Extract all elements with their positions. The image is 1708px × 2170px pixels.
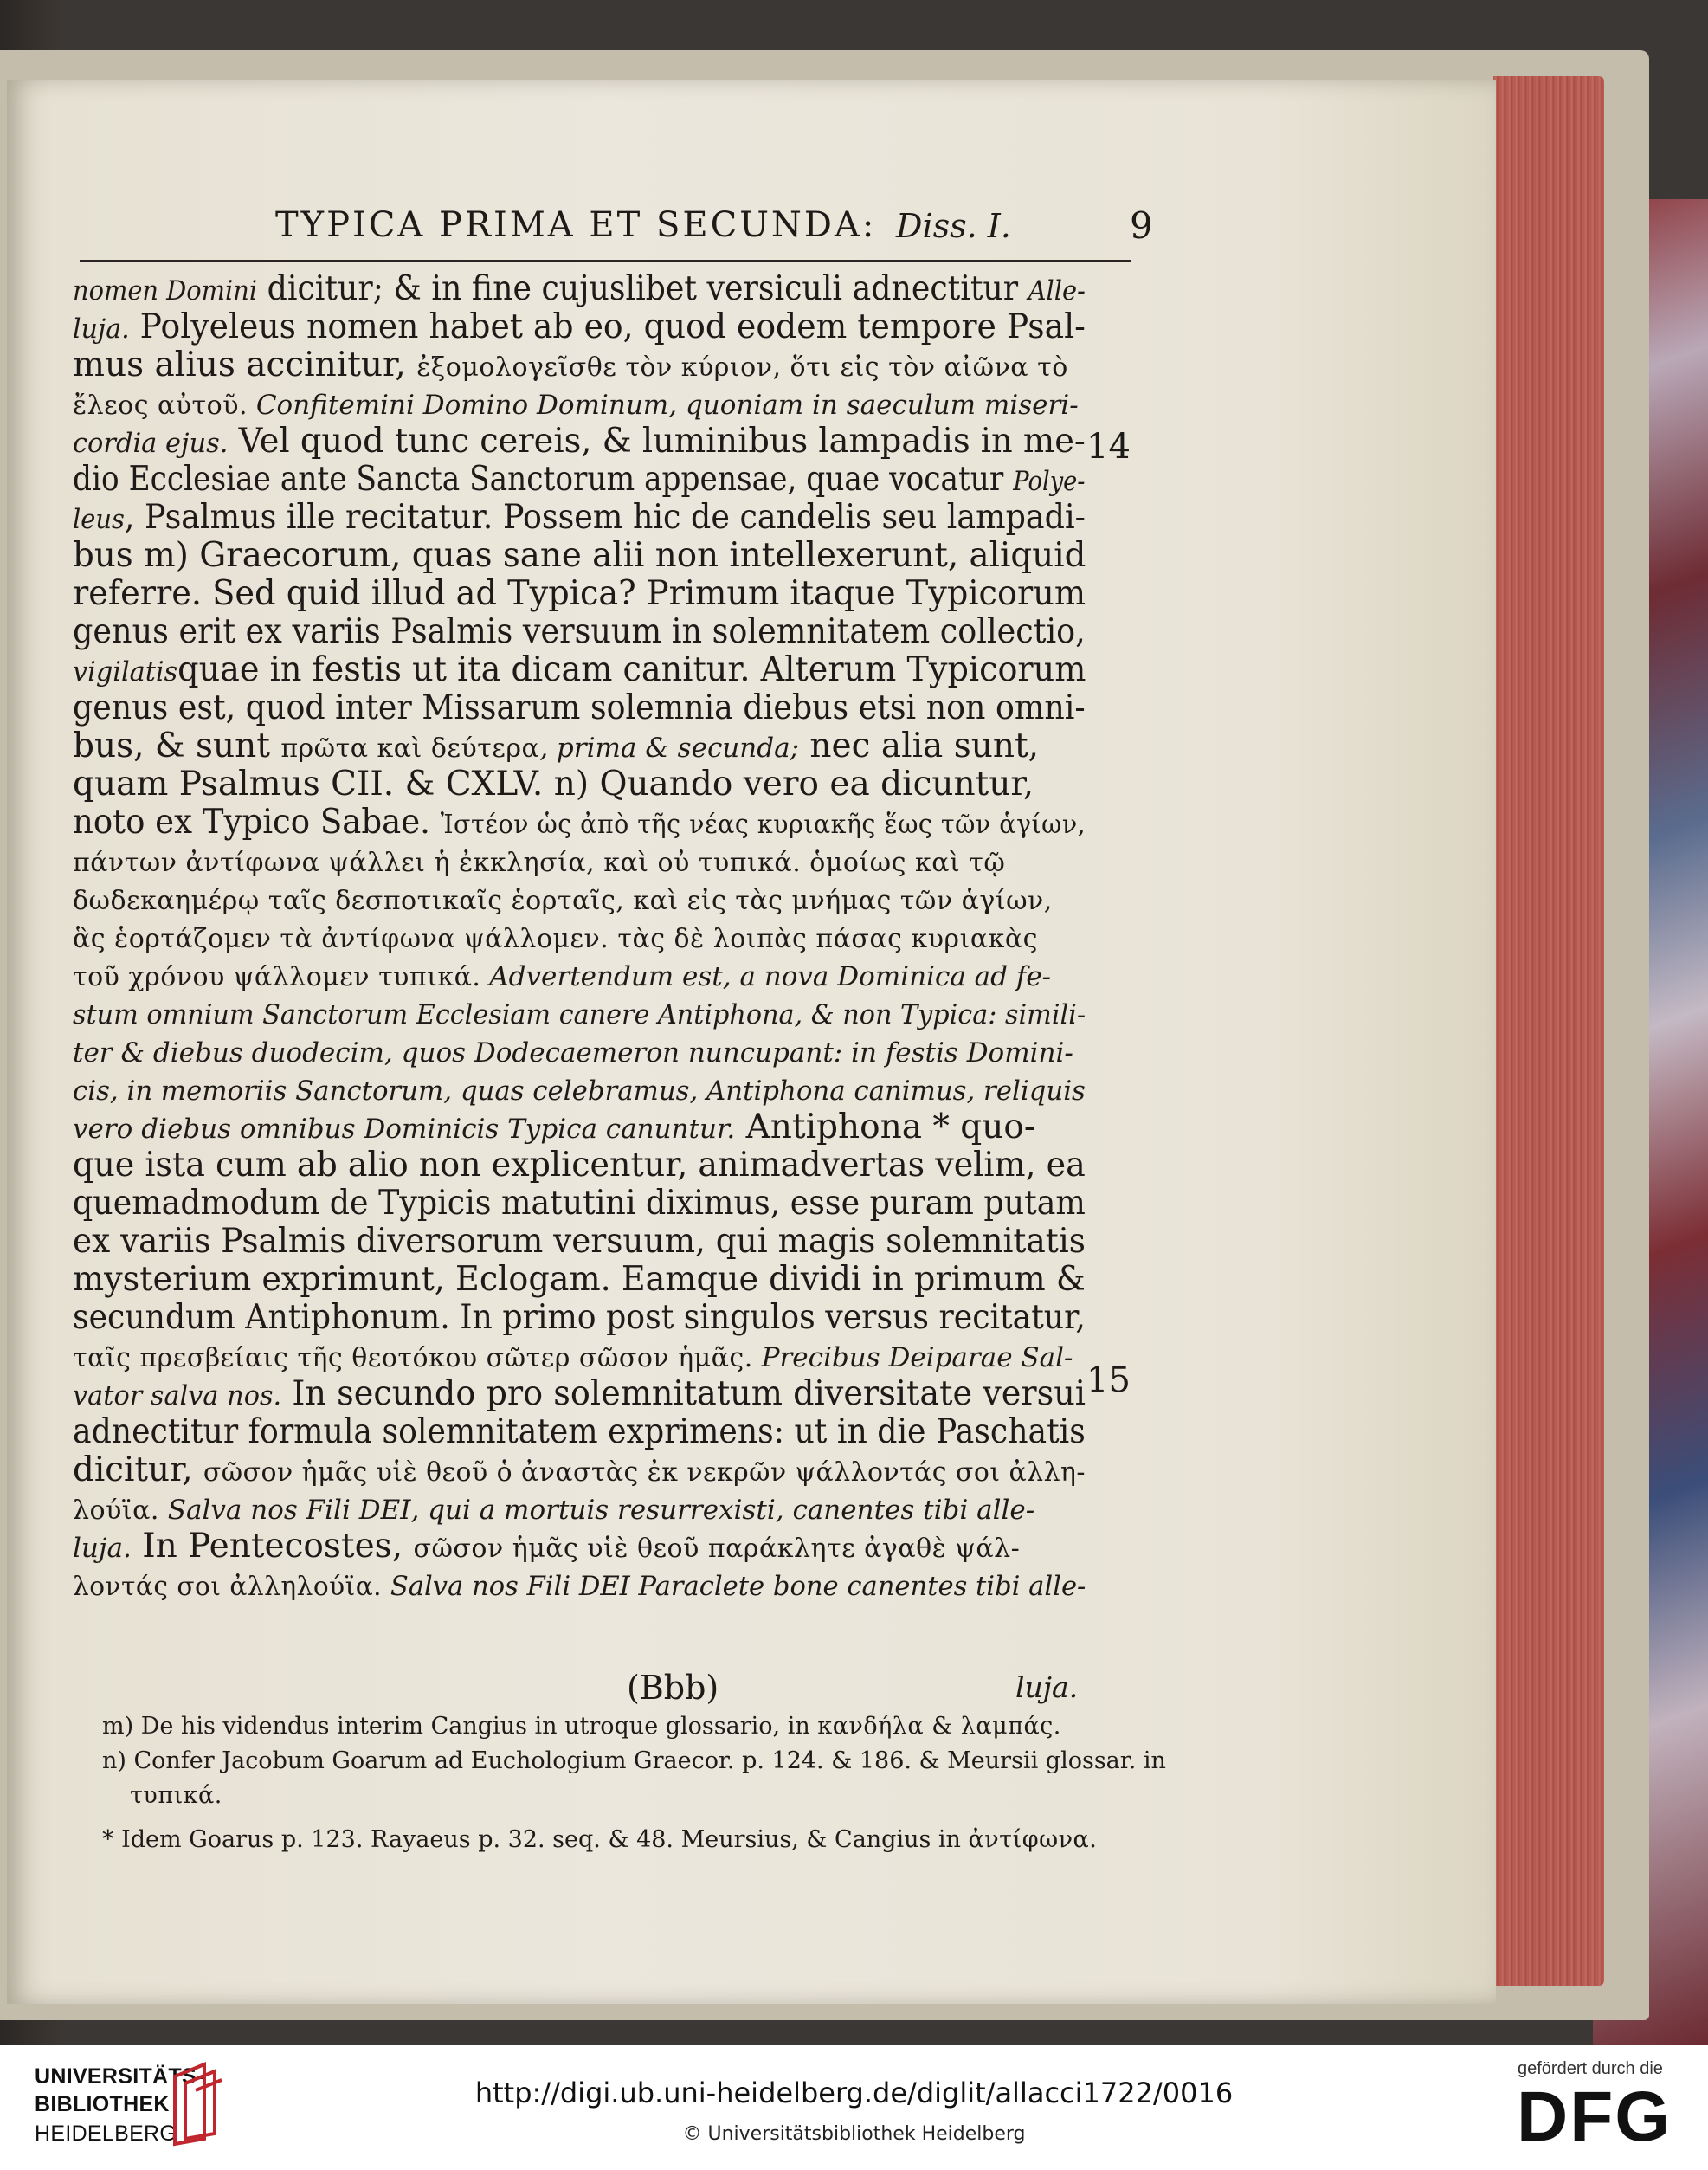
text-run: adnectitur formula solemnitatem exprimens: ut in die Paschatis bbox=[73, 1412, 1086, 1451]
text-run: dicitur; & in fine cujuslibet versiculi adnectitur bbox=[257, 269, 1028, 308]
catchword: luja. bbox=[1015, 1670, 1079, 1704]
text-run: πάντων ἀντίφωνα ψάλλει ἡ ἐκκλησία, καὶ οὐ τυπικά. ὁμοίως καὶ τῷ bbox=[73, 848, 1006, 878]
footnote-n-cont bbox=[130, 1781, 222, 1811]
signature-mark: (Bbb) bbox=[627, 1669, 719, 1707]
text-line bbox=[73, 956, 1086, 994]
text-run: vero diebus omnibus Dominicis Typica canuntur. bbox=[73, 1114, 736, 1145]
text-run: , prima & secunda; bbox=[539, 733, 800, 764]
text-line bbox=[73, 1337, 1086, 1375]
text-run: In secundo pro solemnitatum diversitate versui bbox=[281, 1374, 1086, 1413]
text-run: Polye- bbox=[1013, 466, 1086, 497]
library-name-line1: UNIVERSITÄTS- bbox=[35, 2064, 204, 2089]
text-line bbox=[73, 1222, 1086, 1261]
margin-number-14: 14 bbox=[1086, 427, 1131, 467]
text-run: bus m) Graecorum, quas sane alii non intellexerunt, aliquid bbox=[73, 536, 1086, 575]
text-run: Salva nos Fili DEI Paraclete bone canentes tibi alle- bbox=[382, 1571, 1086, 1602]
text-run: ταῖς πρεσβείαις τῆς θεοτόκου σῶτερ σῶσον ἡμᾶς. bbox=[73, 1343, 753, 1373]
footnote-n-text: n) Confer Jacobum Goarum ad Euchologium Graecor. p. 124. & 186. & Meursii glossar. in bbox=[102, 1747, 1166, 1774]
running-head: TYPICA PRIMA ET SECUNDA: bbox=[275, 205, 877, 245]
text-run: λοντάς σοι ἀλληλούϊα. bbox=[73, 1572, 383, 1602]
text-line bbox=[73, 727, 1086, 765]
text-line bbox=[73, 1070, 1086, 1108]
text-line bbox=[73, 460, 1086, 499]
text-run: Alle- bbox=[1028, 275, 1086, 307]
text-line bbox=[73, 1489, 1086, 1527]
text-run: canitur. Alterum Typicorum bbox=[622, 650, 1086, 689]
text-run: vigilatis bbox=[73, 656, 178, 688]
text-run: Precibus Deiparae Sal- bbox=[752, 1342, 1073, 1373]
text-line bbox=[73, 1450, 1086, 1489]
text-run: dio Ecclesiae ante Sancta Sanctorum appensae, quae vocatur bbox=[73, 460, 1014, 499]
text-line bbox=[73, 269, 1086, 308]
text-run: In Pentecostes, bbox=[131, 1527, 414, 1566]
text-body bbox=[73, 270, 1086, 1604]
text-line bbox=[73, 384, 1086, 423]
text-line bbox=[73, 1412, 1086, 1451]
text-run: que ista cum ab alio non explicentur, animadvertas velim, ea bbox=[73, 1146, 1086, 1185]
page-number: 9 bbox=[1130, 204, 1153, 247]
text-run: Advertendum est, a nova Dominica ad fe- bbox=[480, 961, 1052, 992]
text-line bbox=[73, 1108, 1086, 1146]
text-run: cis, in memoriis Sanctorum, quas celebramus, Antiphona canimus, reliquis bbox=[73, 1075, 1086, 1107]
text-run: Confitemini Domino Dominum, quoniam in saeculum miseri- bbox=[247, 390, 1079, 421]
text-line bbox=[73, 765, 1086, 804]
text-run: nomen Domini bbox=[73, 275, 258, 307]
text-run: Ἰστέον ὡς ἀπὸ τῆς νέας κυριακῆς ἕως τῶν ἁγίων, bbox=[440, 810, 1086, 840]
library-name-line2: BIBLIOTHEK bbox=[35, 2092, 170, 2116]
text-run: secundum Antiphonum. In primo post singulos versus recitatur, bbox=[73, 1298, 1086, 1337]
text-run: ἃς ἑορτάζομεν τὰ ἀντίφωνα ψάλλομεν. τὰς δὲ λοιπὰς πάσας κυριακὰς bbox=[73, 924, 1038, 954]
text-run: ex variis Psalmis diversorum versuum, qui magis solemnitatis bbox=[73, 1222, 1086, 1261]
text-line bbox=[73, 1146, 1086, 1185]
text-line bbox=[73, 994, 1086, 1032]
dissertation-marker: Diss. I. bbox=[896, 207, 1011, 245]
page-url-link[interactable]: http://digi.ub.uni-heidelberg.de/diglit/allacci1722/0016 bbox=[474, 2076, 1234, 2109]
footnote-star-text: * Idem Goarus p. 123. Rayaeus p. 32. seq. & 48. Meursius, & Cangius in bbox=[102, 1826, 969, 1853]
dfg-logo: DFG bbox=[1517, 2077, 1673, 2156]
footnote-n bbox=[102, 1747, 1166, 1776]
text-run: nec alia sunt, bbox=[799, 727, 1040, 765]
text-line bbox=[73, 498, 1086, 537]
text-run: dicitur, bbox=[73, 1450, 203, 1489]
text-line bbox=[73, 688, 1086, 727]
text-run: Polyeleus nomen habet ab eo, quod eodem tempore Psal- bbox=[129, 307, 1086, 346]
text-run: luja. bbox=[73, 313, 130, 345]
text-line bbox=[73, 650, 1086, 689]
text-line bbox=[73, 1527, 1086, 1566]
footnote-m bbox=[102, 1712, 1061, 1741]
footnote-star bbox=[102, 1825, 1097, 1855]
text-line bbox=[73, 1374, 1086, 1413]
text-line bbox=[73, 574, 1086, 613]
text-run: Vel quod tunc cereis, & luminibus lampadis in me- bbox=[228, 422, 1086, 461]
text-run: ἐξομολογεῖσθε τὸν κύριον, ὅτι εἰς τὸν αἰῶνα τὸ bbox=[416, 352, 1068, 383]
text-run: quemadmodum de Typicis matutini diximus, esse puram putam bbox=[73, 1184, 1086, 1223]
text-run: σῶσον ἡμᾶς υἱὲ θεοῦ παράκλητε ἀγαθὲ ψάλ- bbox=[413, 1534, 1021, 1564]
text-run: τοῦ χρόνου ψάλλομεν τυπικά. bbox=[73, 962, 481, 992]
text-run: , Psalmus ille recitatur. Possem hic de candelis seu lampadi- bbox=[124, 498, 1086, 537]
text-line bbox=[73, 307, 1086, 346]
text-line bbox=[73, 1298, 1086, 1337]
footnote-n-greek: τυπικά. bbox=[130, 1782, 222, 1809]
text-line bbox=[73, 880, 1086, 918]
text-line bbox=[73, 1566, 1086, 1604]
text-run: genus est, quod inter Missarum solemnia diebus etsi non omni- bbox=[73, 688, 1086, 727]
red-page-edges bbox=[1493, 76, 1604, 1986]
text-line bbox=[73, 422, 1086, 461]
head-rule bbox=[80, 260, 1131, 262]
text-run: mysterium exprimunt, Eclogam. Eamque dividi in primum & bbox=[73, 1260, 1086, 1299]
text-run: cordia ejus. bbox=[73, 428, 229, 459]
text-run: leus bbox=[73, 504, 125, 535]
text-line bbox=[73, 803, 1086, 842]
text-run: quam Psalmus CII. & CXLV. n) Quando vero ea dicuntur, bbox=[73, 765, 1034, 804]
library-name-line3: HEIDELBERG bbox=[35, 2122, 177, 2146]
text-run: stum omnium Sanctorum Ecclesiam canere Antiphona, & non Typica: simili- bbox=[73, 999, 1086, 1030]
text-line bbox=[73, 842, 1086, 880]
text-run: Salva nos Fili DEI, qui a mortuis resurrexisti, canentes tibi alle- bbox=[158, 1495, 1035, 1526]
text-run: luja. bbox=[73, 1533, 132, 1564]
text-line bbox=[73, 1260, 1086, 1299]
text-run: noto ex Typico Sabae. bbox=[73, 803, 441, 842]
text-run: mus alius accinitur, bbox=[73, 346, 417, 384]
text-run: ἔλεος αὐτοῦ. bbox=[73, 391, 248, 421]
text-run: σῶσον ἡμᾶς υἱὲ θεοῦ ὁ ἀναστὰς ἐκ νεκρῶν ψάλλοντάς σοι ἀλλη- bbox=[203, 1457, 1086, 1488]
text-run: Antiphona * quo- bbox=[735, 1108, 1036, 1146]
text-run: δωδεκαημέρῳ ταῖς δεσποτικαῖς ἑορταῖς, καὶ εἰς τὰς μνήμας τῶν ἁγίων, bbox=[73, 886, 1053, 916]
footnote-m-greek: κανδήλα & λαμπάς. bbox=[817, 1713, 1061, 1740]
text-line bbox=[73, 612, 1086, 651]
text-line bbox=[73, 1032, 1086, 1070]
copyright-notice: © Universitätsbibliothek Heidelberg bbox=[682, 2123, 1026, 2145]
text-run: πρῶτα καὶ δεύτερα bbox=[280, 733, 540, 764]
text-line bbox=[73, 1184, 1086, 1223]
text-run: referre. Sed quid illud ad Typica? Primum itaque Typicorum bbox=[73, 574, 1086, 613]
footnote-m-text: m) De his videndus interim Cangius in utroque glossario, in bbox=[102, 1713, 818, 1740]
text-line bbox=[73, 918, 1086, 956]
text-run: bus, & sunt bbox=[73, 727, 281, 765]
margin-number-15: 15 bbox=[1086, 1360, 1131, 1400]
text-run: ter & diebus duodecim, quos Dodecaemeron nuncupant: in festis Domini- bbox=[73, 1037, 1073, 1069]
text-run: genus erit ex variis Psalmis versuum in solemnitatem collectio, bbox=[73, 612, 1086, 651]
text-line bbox=[73, 536, 1086, 575]
funding-label: gefördert durch die bbox=[1518, 2059, 1663, 2078]
footnote-star-greek: ἀντίφωνα. bbox=[968, 1826, 1098, 1853]
text-run: λούϊα. bbox=[73, 1495, 159, 1526]
text-run: vator salva nos. bbox=[73, 1380, 282, 1411]
text-run: quae in festis ut ita dicam bbox=[177, 650, 623, 689]
text-line bbox=[73, 346, 1086, 384]
